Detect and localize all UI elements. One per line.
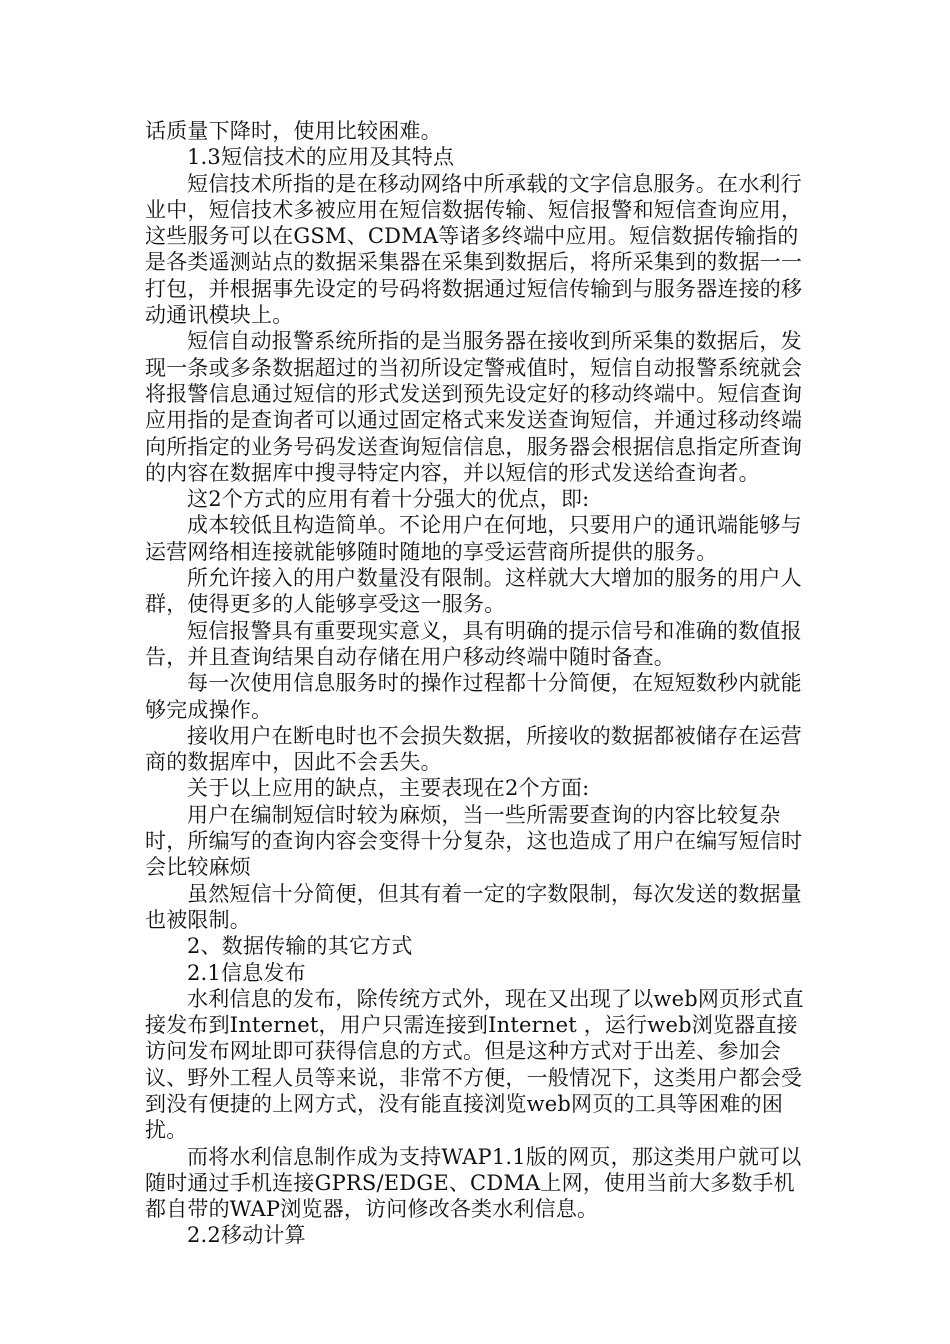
subsection-heading: 2.2移动计算 [187,1223,306,1248]
section-heading: 1.3短信技术的应用及其特点 [187,145,455,170]
paragraph: 每一次使用信息服务时的操作过程都十分简便，在短短数秒内就能够完成操作。 [145,671,802,722]
subsection-heading: 2.1信息发布 [187,960,306,985]
paragraph: 话质量下降时，使用比较困难。 [145,119,442,143]
document-body [145,118,805,1249]
paragraph: 短信技术所指的是在移动网络中所承载的文字信息服务。在水利行业中，短信技术多被应用在短信数据传输、短信报警和短信查询应用，这些服务可以在GSM、CDMA等诸多终端中应用。短信数据传输指的是各类遥测站点的数据采集器在采集到数据后，将所采集到的数据一一打包，并根据事先设定的号码将数据通过短信传输到与服务器连接的移动通讯模块上。 [145,171,803,328]
paragraph: 短信自动报警系统所指的是当服务器在接收到所采集的数据后，发现一条或多条数据超过的当初所设定警戒值时，短信自动报警系统就会将报警信息通过短信的形式发送到预先设定好的移动终端中。短信查询应用指的是查询者可以通过固定格式来发送查询短信，并通过移动终端向所指定的业务号码发送查询短信信息，服务器会根据信息指定所查询的内容在数据库中搜寻特定内容，并以短信的形式发送给查询者。 [145,329,803,485]
paragraph: 水利信息的发布，除传统方式外，现在又出现了以web网页形式直接发布到Internet，用户只需连接到Internet ，运行web浏览器直接访问发布网址即可获得信息的方式。但是这种方式对于出差、参加会议、野外工程人员等来说，非常不方便，一般情况下，这类用户都会受到没有便捷的上网方式，没有能直接浏览web网页的工具等困难的困扰。 [145,986,804,1143]
paragraph: 而将水利信息制作成为支持WAP1.1版的网页，那这类用户就可以随时通过手机连接GPRS/EDGE、CDMA上网，使用当前大多数手机都自带的WAP浏览器，访问修改各类水利信息。 [145,1144,802,1222]
paragraph: 虽然短信十分简便，但其有着一定的字数限制，每次发送的数据量也被限制。 [145,881,802,932]
paragraph: 关于以上应用的缺点，主要表现在2个方面: [187,776,590,801]
paragraph: 所允许接入的用户数量没有限制。这样就大大增加的服务的用户人群，使得更多的人能够享受这一服务。 [145,566,802,617]
paragraph: 这2个方式的应用有着十分强大的优点，即: [187,487,590,512]
paragraph: 成本较低且构造简单。不论用户在何地，只要用户的通讯端能够与运营网络相连接就能够随时随地的享受运营商所提供的服务。 [145,513,802,564]
paragraph: 接收用户在断电时也不会损失数据，所接收的数据都被储存在运营商的数据库中，因此不会丢失。 [145,723,802,775]
paragraph: 用户在编制短信时较为麻烦，当一些所需要查询的内容比较复杂时，所编写的查询内容会变得十分复杂，这也造成了用户在编写短信时会比较麻烦 [145,802,803,880]
section-heading: 2、数据传输的其它方式 [187,934,413,959]
paragraph: 短信报警具有重要现实意义，具有明确的提示信号和准确的数值报告，并且查询结果自动存储在用户移动终端中随时备查。 [145,618,802,669]
